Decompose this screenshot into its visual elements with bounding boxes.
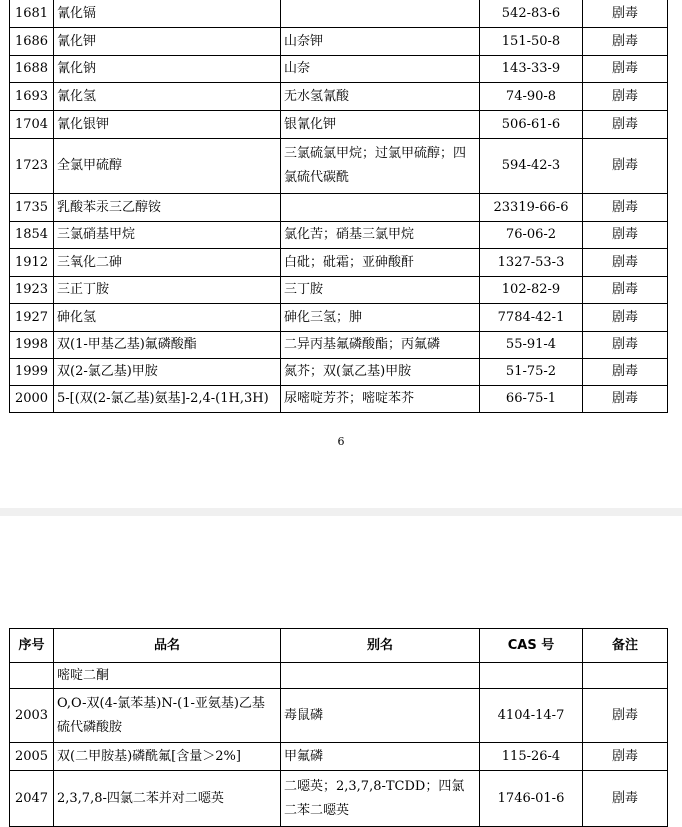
header-alias: 别名	[281, 629, 480, 663]
table-row	[10, 771, 668, 827]
cas-number: 23319-66-6	[480, 194, 583, 222]
row-number: 1723	[10, 139, 54, 194]
alias	[281, 663, 480, 689]
product-name: 2,3,7,8-四氯二苯并对二噁英	[54, 771, 281, 827]
remark: 剧毒	[583, 771, 668, 827]
remark: 剧毒	[583, 249, 668, 277]
row-number: 1704	[10, 111, 54, 139]
remark: 剧毒	[583, 304, 668, 332]
remark	[583, 663, 668, 689]
table-row	[10, 359, 668, 386]
alias	[281, 194, 480, 222]
table-row	[10, 304, 668, 332]
product-name: 氰化氢	[54, 83, 281, 111]
header-name: 品名	[54, 629, 281, 663]
table-row	[10, 222, 668, 249]
product-name: 双(二甲胺基)磷酰氟[含量＞2%]	[54, 743, 281, 771]
table-row	[10, 249, 668, 277]
cas-number: 1327-53-3	[480, 249, 583, 277]
cas-number: 51-75-2	[480, 359, 583, 386]
alias: 山奈钾	[281, 28, 480, 56]
alias	[281, 0, 480, 28]
cas-number: 542-83-6	[480, 0, 583, 28]
product-name: 全氯甲硫醇	[54, 139, 281, 194]
remark: 剧毒	[583, 111, 668, 139]
remark: 剧毒	[583, 194, 668, 222]
cas-number: 1746-01-6	[480, 771, 583, 827]
alias: 氯化苦；硝基三氯甲烷	[281, 222, 480, 249]
remark: 剧毒	[583, 386, 668, 413]
product-name: O,O-双(4-氯苯基)N-(1-亚氨基)乙基硫代磷酸胺	[54, 689, 281, 743]
table-row	[10, 332, 668, 359]
page-number: 6	[337, 435, 345, 448]
remark: 剧毒	[583, 0, 668, 28]
remark: 剧毒	[583, 28, 668, 56]
cas-number: 76-06-2	[480, 222, 583, 249]
cas-number: 143-33-9	[480, 56, 583, 83]
row-number: 1681	[10, 0, 54, 28]
product-name: 氰化钠	[54, 56, 281, 83]
product-name: 氰化银钾	[54, 111, 281, 139]
alias: 毒鼠磷	[281, 689, 480, 743]
cas-number: 74-90-8	[480, 83, 583, 111]
remark: 剧毒	[583, 359, 668, 386]
product-name: 5-[(双(2-氯乙基)氨基]-2,4-(1H,3H)	[54, 386, 281, 413]
row-number: 1693	[10, 83, 54, 111]
cas-number: 115-26-4	[480, 743, 583, 771]
table-row	[10, 689, 668, 743]
alias: 三氯硫氯甲烷；过氯甲硫醇；四氯硫代碳酰	[281, 139, 480, 194]
table-row	[10, 194, 668, 222]
alias: 氮芥；双(氯乙基)甲胺	[281, 359, 480, 386]
product-name: 三氯硝基甲烷	[54, 222, 281, 249]
table-row	[10, 663, 668, 689]
remark: 剧毒	[583, 139, 668, 194]
cas-number: 7784-42-1	[480, 304, 583, 332]
product-name: 三正丁胺	[54, 277, 281, 304]
alias: 无水氢氰酸	[281, 83, 480, 111]
header-remark: 备注	[583, 629, 668, 663]
row-number	[10, 663, 54, 689]
row-number: 1854	[10, 222, 54, 249]
table-row	[10, 0, 668, 28]
table-row	[10, 56, 668, 83]
alias: 二噁英；2,3,7,8-TCDD；四氯二苯二噁英	[281, 771, 480, 827]
cas-number: 594-42-3	[480, 139, 583, 194]
alias: 甲氟磷	[281, 743, 480, 771]
table-row	[10, 386, 668, 413]
cas-number: 506-61-6	[480, 111, 583, 139]
table-row	[10, 139, 668, 194]
alias: 二异丙基氟磷酸酯；丙氟磷	[281, 332, 480, 359]
product-name: 氰化钾	[54, 28, 281, 56]
alias: 尿嘧啶芳芥；嘧啶苯芥	[281, 386, 480, 413]
row-number: 1686	[10, 28, 54, 56]
remark: 剧毒	[583, 56, 668, 83]
row-number: 2003	[10, 689, 54, 743]
row-number: 2047	[10, 771, 54, 827]
row-number: 1999	[10, 359, 54, 386]
alias: 山奈	[281, 56, 480, 83]
table-row	[10, 111, 668, 139]
product-name: 三氧化二砷	[54, 249, 281, 277]
cas-number: 66-75-1	[480, 386, 583, 413]
header-cas: CAS 号	[480, 629, 583, 663]
product-name: 乳酸苯汞三乙醇铵	[54, 194, 281, 222]
alias: 白砒；砒霜；亚砷酸酐	[281, 249, 480, 277]
remark: 剧毒	[583, 743, 668, 771]
product-name: 双(2-氯乙基)甲胺	[54, 359, 281, 386]
cas-number: 4104-14-7	[480, 689, 583, 743]
remark: 剧毒	[583, 332, 668, 359]
cas-number: 102-82-9	[480, 277, 583, 304]
row-number: 1912	[10, 249, 54, 277]
row-number: 1998	[10, 332, 54, 359]
table-row	[10, 743, 668, 771]
header-number: 序号	[10, 629, 54, 663]
chemical-table-1	[9, 0, 668, 413]
row-number: 1688	[10, 56, 54, 83]
product-name: 嘧啶二酮	[54, 663, 281, 689]
chemical-table-2	[9, 628, 668, 827]
table-row	[10, 83, 668, 111]
product-name: 双(1-甲基乙基)氟磷酸酯	[54, 332, 281, 359]
row-number: 2005	[10, 743, 54, 771]
alias: 三丁胺	[281, 277, 480, 304]
alias: 银氰化钾	[281, 111, 480, 139]
page-2	[0, 516, 682, 825]
row-number: 1923	[10, 277, 54, 304]
remark: 剧毒	[583, 277, 668, 304]
table-row	[10, 28, 668, 56]
table-row	[10, 277, 668, 304]
page-separator	[0, 508, 682, 516]
alias: 砷化三氢；胂	[281, 304, 480, 332]
product-name: 砷化氢	[54, 304, 281, 332]
remark: 剧毒	[583, 222, 668, 249]
cas-number: 55-91-4	[480, 332, 583, 359]
row-number: 1735	[10, 194, 54, 222]
row-number: 2000	[10, 386, 54, 413]
remark: 剧毒	[583, 689, 668, 743]
table-header-row	[10, 629, 668, 663]
remark: 剧毒	[583, 83, 668, 111]
cas-number	[480, 663, 583, 689]
row-number: 1927	[10, 304, 54, 332]
cas-number: 151-50-8	[480, 28, 583, 56]
product-name: 氰化镉	[54, 0, 281, 28]
